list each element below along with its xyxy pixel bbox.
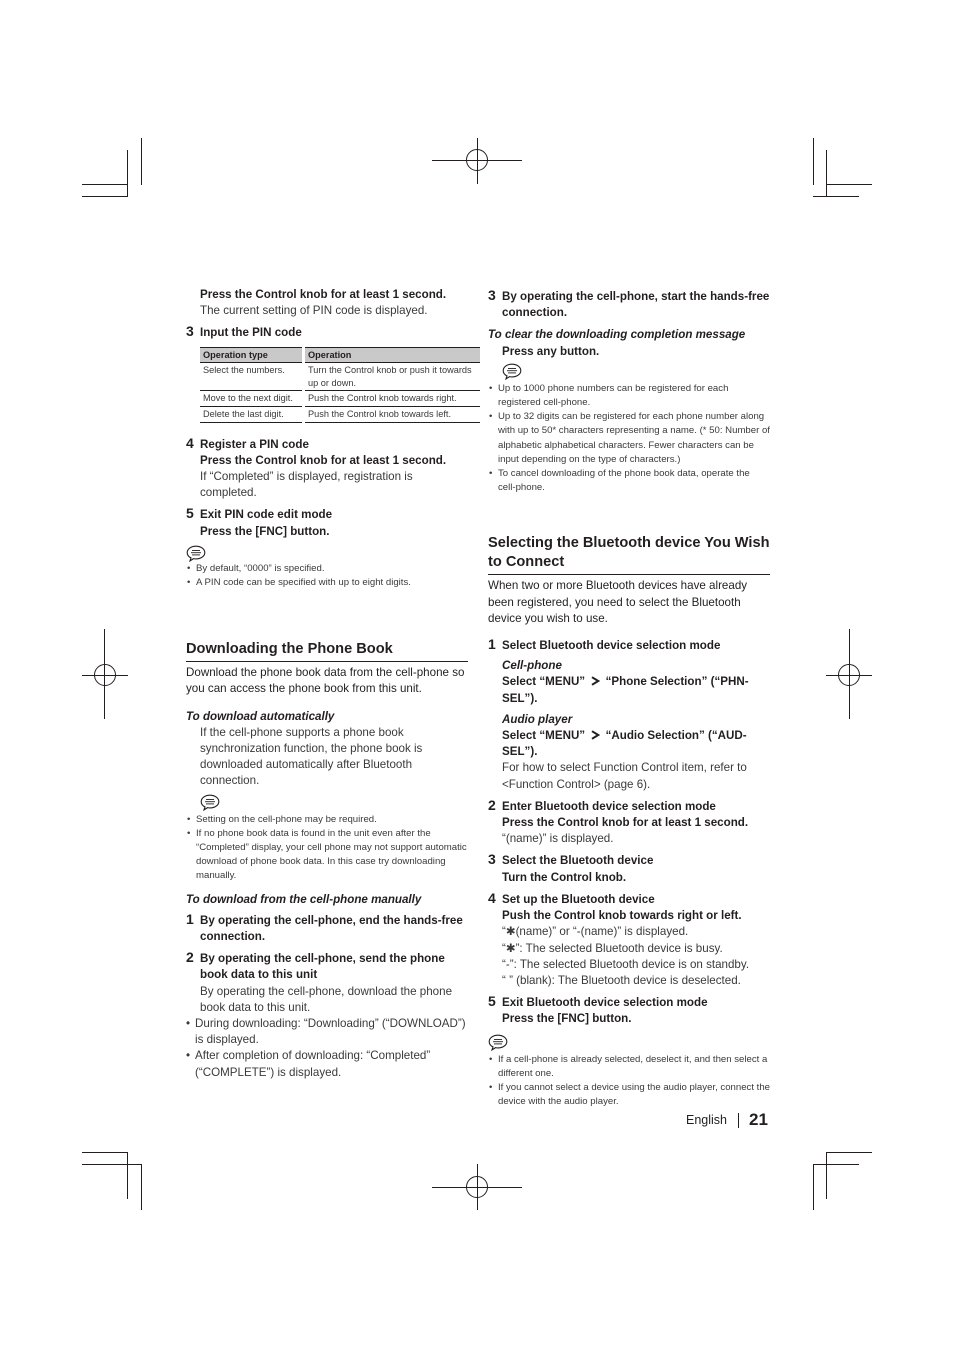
step-title: Exit Bluetooth device selection mode [502, 996, 708, 1010]
list-item: • By default, “0000” is specified. [186, 562, 468, 576]
left-column [186, 286, 472, 1081]
table-cell: Select the numbers. [200, 363, 304, 391]
table-header: Operation [304, 347, 481, 363]
menu-path-cellphone [488, 674, 770, 706]
crop-mark [813, 1164, 814, 1210]
step-number: 5 [488, 993, 496, 1010]
step-desc: If “Completed” is displayed, registration is completed. [200, 469, 413, 500]
status-line: “-”: The selected Bluetooth device is on standby. [502, 957, 750, 971]
step-number: 4 [186, 434, 194, 451]
step-enter-mode [488, 796, 770, 815]
right-column [488, 289, 770, 1109]
crop-mark [141, 138, 142, 185]
footer-language: English [686, 1113, 727, 1127]
step-instruction: Press the [FNC] button. [200, 524, 330, 538]
step-desc: “(name)” is displayed. [502, 832, 614, 846]
crop-mark [127, 1152, 128, 1199]
step-end-handsfree [186, 910, 468, 945]
step-title: Select Bluetooth device selection mode [502, 639, 721, 653]
auto-notes [186, 813, 468, 884]
note-icon [186, 545, 206, 562]
crop-mark [826, 1152, 827, 1199]
step-desc: For how to select Function Control item, refer to <Function Control> (page 6). [502, 761, 747, 791]
pin-notes [186, 562, 468, 590]
crop-mark [141, 1164, 142, 1210]
registration-circle [94, 664, 116, 686]
step-select-device [488, 853, 770, 869]
status-line: “✱(name)” or “-(name)” is displayed. [502, 925, 689, 939]
auto-desc: If the cell-phone supports a phone book synchronization function, the phone book is downloaded automatically after Bluetooth connection. [200, 725, 423, 788]
step-instruction: Press the Control knob for at least 1 second. [502, 816, 749, 830]
crop-mark [813, 1164, 859, 1165]
list-item: • During downloading: “Downloading” (“DOWNLOAD”) is displayed. [186, 1016, 468, 1048]
subsection-heading: To download automatically [186, 709, 335, 723]
download-status-list [186, 1016, 468, 1081]
step-number: 1 [488, 636, 496, 653]
pin-operation-table [200, 347, 480, 423]
crop-mark [82, 1152, 128, 1153]
note-icon [488, 1034, 508, 1051]
status-line: “ ” (blank): The Bluetooth device is deselected. [502, 973, 741, 987]
table-cell: Push the Control knob towards left. [304, 406, 481, 422]
step-title: Input the PIN code [200, 326, 302, 340]
table-cell: Push the Control knob towards right. [304, 391, 481, 407]
step-title: By operating the cell-phone, send the phone book data to this unit [200, 952, 445, 982]
pin-intro-desc: The current setting of PIN code is displayed. [200, 304, 428, 318]
step-title: Select the Bluetooth device [502, 854, 654, 868]
list-item: • If you cannot select a device using the audio player, connect the device with the audio player. [488, 1081, 770, 1109]
section-heading: Downloading the Phone Book [186, 640, 468, 662]
list-item: • Up to 32 digits can be registered for each phone number along with up to 50* characters representing a name. (* 50: Number of alphabetic alphabetical characters. Fewer characters can be input depending on the type of characters.) [488, 410, 770, 467]
step-instruction: Turn the Control knob. [502, 870, 627, 884]
table-cell: Turn the Control knob or push it towards up or down. [304, 363, 481, 391]
step-start-handsfree [488, 289, 770, 321]
menu-path-audio [488, 728, 770, 760]
step-send-phonebook [186, 951, 468, 983]
step-number: 5 [186, 505, 194, 522]
chevron-right-icon [590, 676, 600, 686]
list-item: • Setting on the cell-phone may be required. [186, 813, 468, 827]
step-number: 3 [488, 287, 496, 303]
step-title: Exit PIN code edit mode [200, 508, 333, 522]
section-intro: Download the phone book data from the cell-phone so you can access the phone book from this unit. [186, 666, 465, 696]
step-exit-pin [186, 507, 468, 523]
registration-circle [466, 1176, 488, 1198]
subsection-heading: To download from the cell-phone manually [186, 892, 422, 906]
registration-circle [838, 664, 860, 686]
list-item: • If no phone book data is found in the unit even after the “Completed” display, your cell phone may not support automatic download of phone book data. In this case try downloading manually. [186, 827, 468, 884]
table-row [200, 363, 480, 391]
table-header: Operation type [200, 347, 304, 363]
list-item: • If a cell-phone is already selected, deselect it, and then select a different one. [488, 1053, 770, 1081]
clear-instruction: Press any button. [502, 344, 600, 358]
note-icon [502, 363, 522, 380]
device-type-heading: Audio player [502, 712, 573, 726]
crop-mark [826, 184, 872, 185]
menu-path-end: “Phone Selection” (“PHN-SEL”). [502, 675, 749, 705]
step-title: By operating the cell-phone, start the hands-free connection. [502, 290, 770, 320]
crop-mark [826, 150, 827, 197]
menu-path-end: “Audio Selection” (“AUD-SEL”). [502, 729, 747, 759]
selection-notes [488, 1053, 770, 1110]
step-select-mode [488, 638, 770, 654]
step-title: Set up the Bluetooth device [502, 892, 655, 906]
clear-notes [488, 382, 770, 496]
section-heading: Selecting the Bluetooth device You Wish to Connect [488, 534, 770, 575]
step-title: Enter Bluetooth device selection mode [502, 799, 716, 813]
step-number: 4 [488, 889, 496, 906]
step-setup-device [488, 889, 770, 908]
crop-mark [813, 138, 814, 185]
table-row [200, 391, 480, 407]
step-input-pin [186, 325, 468, 341]
step-desc: By operating the cell-phone, download the phone book data to this unit. [200, 984, 453, 1014]
table-row [200, 406, 480, 422]
page-footer [686, 1110, 768, 1130]
note-icon [200, 794, 220, 811]
crop-mark [82, 184, 128, 185]
crop-mark [127, 150, 128, 197]
menu-path-start: Select “MENU” [502, 675, 586, 689]
pin-intro-instruction: Press the Control knob for at least 1 second. [200, 288, 447, 301]
step-number: 2 [488, 796, 496, 813]
chevron-right-icon [590, 730, 600, 740]
step-register-pin [186, 434, 468, 453]
crop-mark [813, 196, 859, 197]
menu-path-start: Select “MENU” [502, 729, 586, 743]
step-instruction: Press the [FNC] button. [502, 1012, 632, 1026]
step-number: 2 [186, 949, 194, 966]
list-item: • A PIN code can be specified with up to eight digits. [186, 576, 468, 590]
step-number: 3 [488, 851, 496, 868]
page-number: 21 [749, 1110, 768, 1129]
subsection-heading: To clear the downloading completion message [488, 328, 746, 342]
section-intro: When two or more Bluetooth devices have already been registered, you need to select the Bluetooth device you wish to use. [488, 579, 748, 625]
step-title: By operating the cell-phone, end the hands-free connection. [200, 913, 463, 944]
list-item: • After completion of downloading: “Completed” (“COMPLETE”) is displayed. [186, 1048, 468, 1080]
device-type-heading: Cell-phone [502, 659, 562, 673]
crop-mark [82, 196, 128, 197]
step-number: 3 [186, 323, 194, 340]
list-item: • To cancel downloading of the phone book data, operate the cell-phone. [488, 467, 770, 495]
table-cell: Move to the next digit. [200, 391, 304, 407]
crop-mark [82, 1164, 141, 1165]
step-exit-mode [488, 995, 770, 1011]
crop-mark [826, 1152, 872, 1153]
step-instruction: Push the Control knob towards right or left. [502, 909, 742, 923]
status-line: “✱”: The selected Bluetooth device is busy. [502, 941, 723, 955]
step-instruction: Press the Control knob for at least 1 second. [200, 453, 447, 467]
registration-circle [466, 149, 488, 171]
step-number: 1 [186, 910, 194, 927]
list-item: • Up to 1000 phone numbers can be registered for each registered cell-phone. [488, 382, 770, 410]
table-cell: Delete the last digit. [200, 406, 304, 422]
step-title: Register a PIN code [200, 437, 309, 451]
footer-divider [738, 1113, 739, 1128]
